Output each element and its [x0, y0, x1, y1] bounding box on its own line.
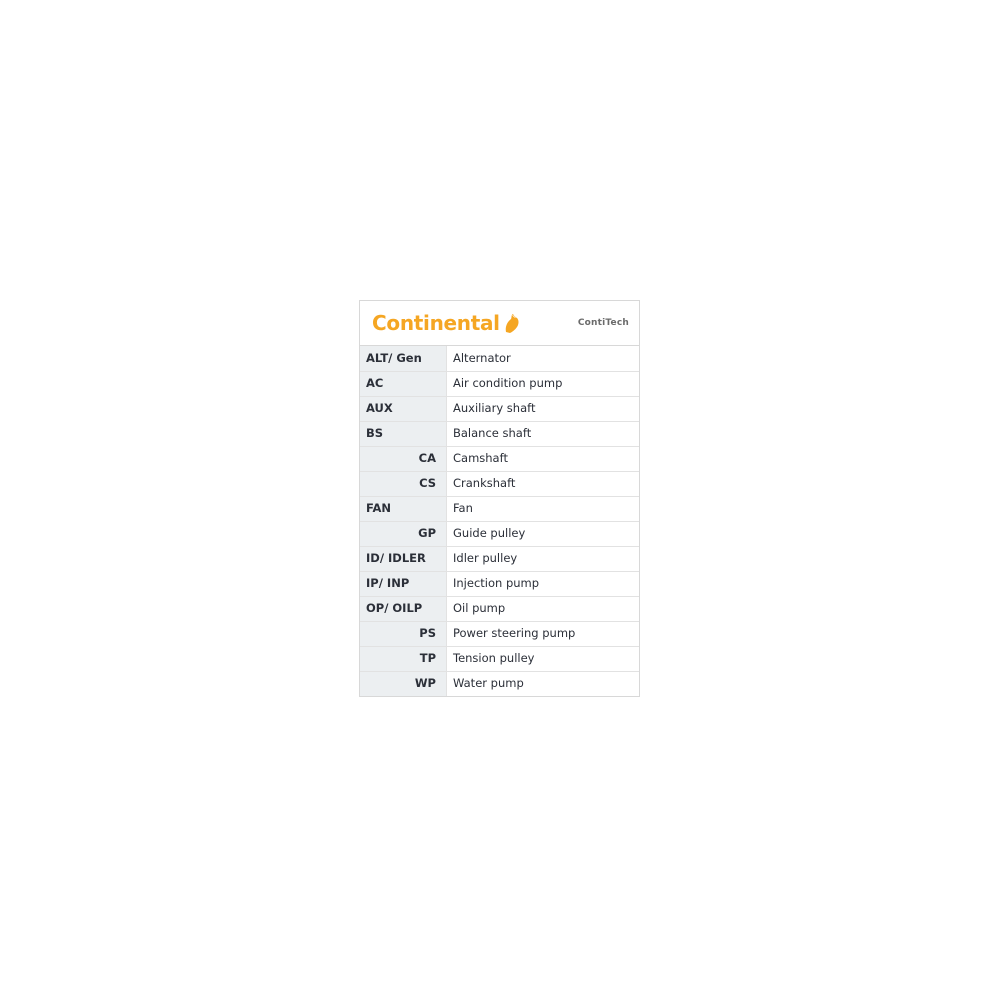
abbr-cell: OP/ OILP: [360, 596, 447, 621]
table-row: [360, 346, 639, 371]
description-cell: Crankshaft: [447, 471, 640, 496]
abbr-cell: GP: [360, 521, 447, 546]
description-cell: Fan: [447, 496, 640, 521]
description-cell: Power steering pump: [447, 621, 640, 646]
table-row: [360, 421, 639, 446]
abbr-cell: AC: [360, 371, 447, 396]
abbr-cell: CS: [360, 471, 447, 496]
description-cell: Oil pump: [447, 596, 640, 621]
abbr-cell: ID/ IDLER: [360, 546, 447, 571]
abbr-cell: IP/ INP: [360, 571, 447, 596]
description-cell: Idler pulley: [447, 546, 640, 571]
sub-brand-label: ContiTech: [577, 318, 629, 328]
description-cell: Guide pulley: [447, 521, 640, 546]
abbreviation-table-body: [360, 346, 639, 696]
abbr-cell: TP: [360, 646, 447, 671]
abbr-cell: CA: [360, 446, 447, 471]
table-row: [360, 396, 639, 421]
abbr-cell: FAN: [360, 496, 447, 521]
description-cell: Balance shaft: [447, 421, 640, 446]
description-cell: Water pump: [447, 671, 640, 696]
table-row: [360, 446, 639, 471]
table-row: [360, 496, 639, 521]
abbr-cell: ALT/ Gen: [360, 346, 447, 371]
description-cell: Camshaft: [447, 446, 640, 471]
table-row: [360, 671, 639, 696]
table-row: [360, 471, 639, 496]
table-row: [360, 646, 639, 671]
abbr-cell: PS: [360, 621, 447, 646]
continental-logo: [372, 312, 521, 334]
description-cell: Alternator: [447, 346, 640, 371]
table-row: [360, 546, 639, 571]
abbreviation-table: [360, 346, 639, 696]
abbreviation-legend-card: [359, 300, 640, 697]
table-row: [360, 571, 639, 596]
table-row: [360, 621, 639, 646]
abbr-cell: WP: [360, 671, 447, 696]
description-cell: Air condition pump: [447, 371, 640, 396]
description-cell: Injection pump: [447, 571, 640, 596]
continental-horse-icon: [503, 312, 521, 334]
brand-header: [360, 301, 639, 346]
abbr-cell: AUX: [360, 396, 447, 421]
brand-wordmark-text: Continental: [372, 311, 500, 335]
table-row: [360, 371, 639, 396]
table-row: [360, 596, 639, 621]
description-cell: Tension pulley: [447, 646, 640, 671]
description-cell: Auxiliary shaft: [447, 396, 640, 421]
table-row: [360, 521, 639, 546]
abbr-cell: BS: [360, 421, 447, 446]
